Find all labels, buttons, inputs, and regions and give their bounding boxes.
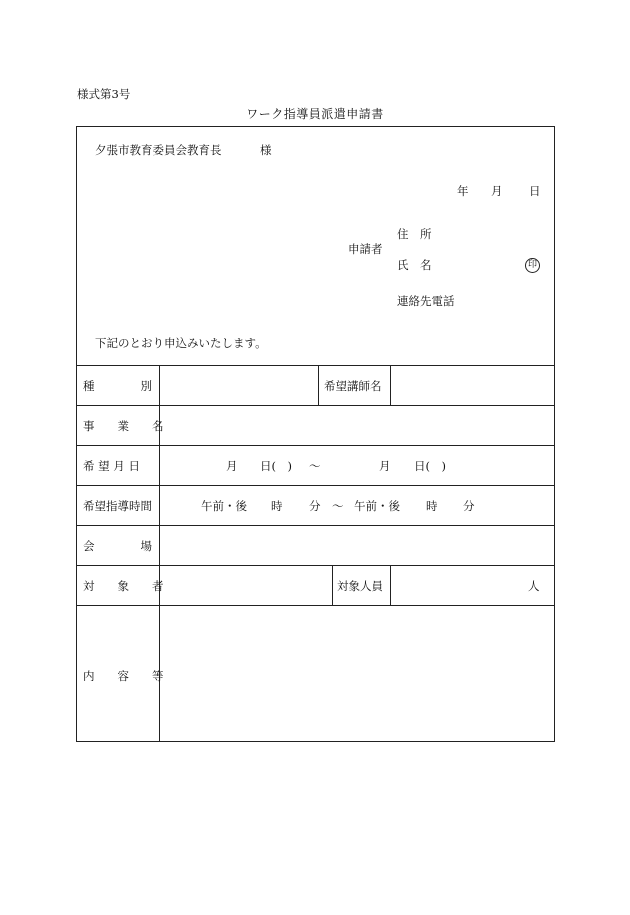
type-label: 種 別 <box>83 379 152 393</box>
request-statement: 下記のとおり申込みいたします。 <box>95 336 267 350</box>
date-month-label: 月 <box>491 184 503 198</box>
column-divider <box>390 565 391 605</box>
application-form <box>76 126 555 742</box>
target-label: 対 象 者 <box>83 579 164 593</box>
count-unit: 人 <box>528 579 540 593</box>
addressee: 夕張市教育委員会教育長 <box>95 143 222 157</box>
column-divider <box>318 365 319 405</box>
name-label: 氏 名 <box>397 258 432 272</box>
seal-mark: 印 <box>525 258 540 273</box>
time-min-1: 分 <box>309 499 321 513</box>
form-number: 様式第3号 <box>77 87 131 101</box>
table-top-border <box>77 365 554 366</box>
time-label: 希望指導時間 <box>83 499 152 513</box>
time-hour-1: 時 <box>271 499 283 513</box>
time-ampm-1: 午前・後 <box>201 499 247 513</box>
date-month-1: 月 <box>226 459 238 473</box>
row-divider <box>77 485 554 486</box>
address-label: 住 所 <box>397 227 432 241</box>
count-label: 対象人員 <box>337 579 383 593</box>
time-range-tilde: 〜 <box>332 499 344 513</box>
date-month-2: 月 <box>379 459 391 473</box>
column-divider <box>332 565 333 605</box>
row-divider <box>77 525 554 526</box>
program-label: 事 業 名 <box>83 419 164 433</box>
applicant-label: 申請者 <box>348 242 383 256</box>
date-label: 希 望 月 日 <box>83 459 140 473</box>
document-title: ワーク指導員派遣申請書 <box>246 107 384 121</box>
time-hour-2: 時 <box>426 499 438 513</box>
row-divider <box>77 445 554 446</box>
date-day-label: 日 <box>529 184 541 198</box>
date-range-tilde: 〜 <box>309 459 321 473</box>
phone-label: 連絡先電話 <box>397 294 455 308</box>
column-divider <box>390 365 391 405</box>
honorific: 様 <box>260 143 272 157</box>
time-ampm-2: 午前・後 <box>354 499 400 513</box>
instructor-label: 希望講師名 <box>324 379 382 393</box>
row-divider <box>77 405 554 406</box>
date-day-1: 日( ) <box>260 459 292 473</box>
time-min-2: 分 <box>463 499 475 513</box>
content-label: 内 容 等 <box>83 669 164 683</box>
date-day-2: 日( ) <box>414 459 446 473</box>
row-divider <box>77 605 554 606</box>
row-divider <box>77 565 554 566</box>
date-year-label: 年 <box>457 184 469 198</box>
venue-label: 会 場 <box>83 539 152 553</box>
